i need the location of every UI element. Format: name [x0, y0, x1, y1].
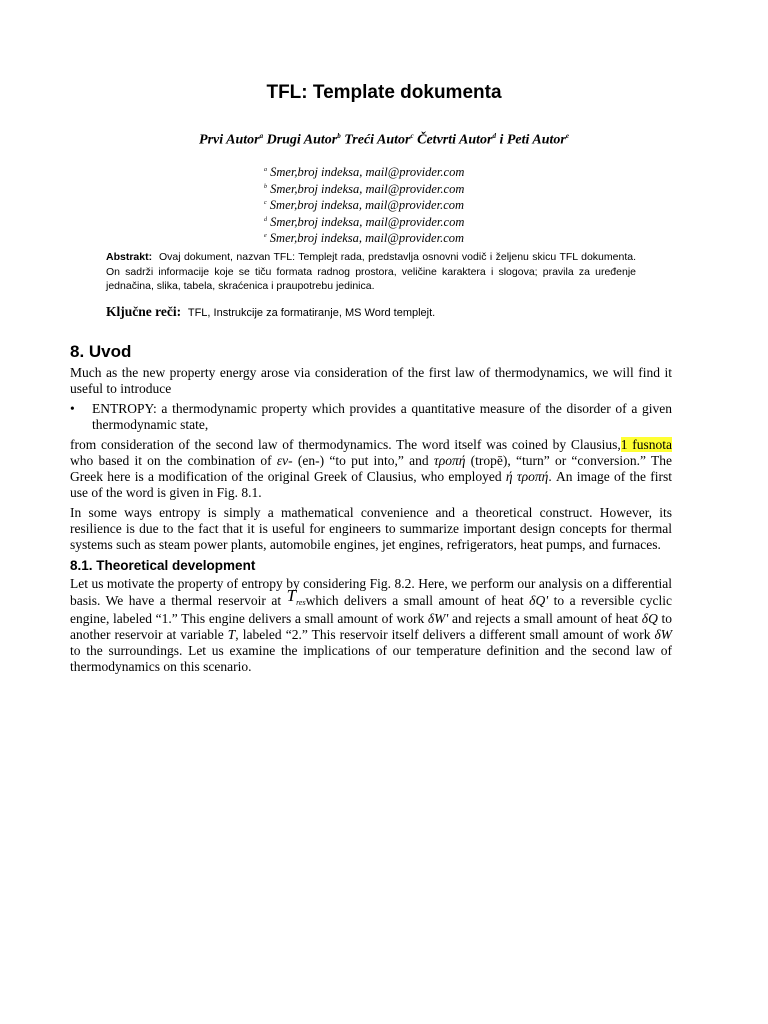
document-title: TFL: Template dokumenta — [266, 82, 502, 103]
author-line — [0, 132, 768, 149]
author-mark: a — [259, 132, 264, 140]
keywords — [106, 304, 666, 320]
affiliation-text: Smer,broj indeksa, mail@provider.com — [270, 181, 465, 196]
math-subscript: res — [296, 598, 306, 607]
affiliation-mark: e — [264, 233, 267, 240]
text-run: and rejects a small amount of heat — [448, 611, 642, 626]
abstract-label: Abstrakt: — [106, 251, 153, 263]
bullet-item — [70, 401, 672, 433]
footnote-marker[interactable]: 1 fusnota — [620, 437, 672, 452]
body-text — [70, 341, 676, 679]
author-mark: b — [337, 132, 341, 140]
greek-word: τροπή — [433, 453, 466, 468]
keywords-text: TFL, Instrukcije za formatiranje, MS Word templejt. — [187, 307, 436, 319]
bullet-text: ENTROPY: a thermodynamic property which provides a quantitative measure of the disorder of a given thermodynamic state, — [92, 401, 672, 432]
text-run: , labeled “2.” This reservoir itself delivers a different small amount of work — [235, 627, 655, 642]
text-run: to a reversible cyclic engine, labeled “1.” This engine delivers a small amount of work — [70, 593, 676, 626]
math-symbol: δQ' — [529, 593, 549, 608]
text-run: Let us motivate the property of entropy by considering Fig. 8.2. Here, we perform our analysis on a differential basis. We have a thermal reservoir at — [70, 576, 676, 608]
paragraph — [70, 437, 676, 501]
abstract — [106, 250, 636, 294]
text-run: (en-) “to put into,” and — [292, 453, 434, 468]
paragraph: In some ways entropy is simply a mathematical convenience and a theoretical construct. However, its resilience is due to the fact that it is useful for engineers to summarize important design concepts for thermal systems such as steam power plants, automobile engines, jet engines, refrigerators, heat pumps, and furnaces. — [70, 505, 676, 552]
affiliation-line — [264, 229, 564, 246]
text-run: (tropē), “turn” or “conversion.” The Greek here is a modification of the original Greek of Clausius, who employed — [70, 453, 676, 484]
affiliation-text: Smer,broj indeksa, mail@provider.com — [269, 231, 465, 246]
author-mark: c — [410, 132, 414, 140]
affiliation-text: Smer,broj indeksa, mail@provider.com — [270, 214, 465, 229]
text-run: from consideration of the second law of thermodynamics. The word itself was coined by Clausius, — [70, 437, 621, 452]
author-name: Peti Autor — [506, 132, 566, 148]
affiliation-mark: c — [264, 200, 267, 207]
text-run: to another reservoir at variable — [70, 611, 676, 642]
paragraph — [70, 576, 676, 675]
author-mark: e — [565, 132, 569, 140]
math-symbol: δW — [654, 627, 673, 642]
text-run: who based it on the combination of — [70, 437, 676, 468]
text-run: to the surroundings. Let us examine the implications of our temperature definition and the second law of thermodynamics on this scenario. — [70, 627, 676, 674]
affiliation-text: Smer,broj indeksa, mail@provider.com — [269, 198, 465, 213]
text-run: . An image of the first use of the word is given in Fig. 8.1. — [70, 469, 676, 500]
bullet-icon: • — [70, 401, 75, 416]
affiliation-line — [264, 196, 564, 213]
math-symbol: T — [286, 586, 297, 605]
section-heading: 8. Uvod — [70, 342, 132, 361]
keywords-label: Ključne reči: — [106, 304, 182, 319]
author-name: Prvi Autor — [199, 132, 260, 148]
math-symbol: δW' — [427, 611, 449, 626]
author-name: Četvrti Autor — [417, 132, 493, 148]
affiliation-list — [264, 163, 564, 246]
subsection-heading: 8.1. Theoretical development — [70, 558, 256, 573]
greek-word: εν- — [276, 453, 293, 468]
affiliation-mark: d — [264, 216, 267, 223]
abstract-text: Ovaj dokument, nazvan TFL: Templejt rada, predstavlja osnovni vodič i željenu skicu TFL dokumenta. On sadrži informacije koje se tiču formata radnog prostora, veličine karaktera i slogova; pravila za uređenje jednačina, slika, tabela, skraćenica i praupotrebu jedinica. — [106, 251, 636, 292]
affiliation-mark: a — [264, 167, 267, 173]
affiliation-text: Smer,broj indeksa, mail@provider.com — [270, 165, 465, 179]
affiliation-line — [264, 180, 564, 197]
author-name: Treći Autor — [344, 132, 411, 148]
author-name: Drugi Autor — [266, 132, 338, 148]
affiliation-line — [264, 213, 564, 230]
math-symbol: T — [227, 627, 236, 642]
paragraph: Much as the new property energy arose via consideration of the first law of thermodynamics, we will find it useful to introduce — [70, 365, 676, 396]
author-mark: d — [492, 132, 496, 140]
math-symbol: δQ — [641, 611, 658, 626]
greek-word: ή τροπή — [505, 469, 549, 484]
text-run: which delivers a small amount of heat — [305, 593, 530, 608]
author-conjunction: i — [499, 132, 504, 148]
affiliation-mark: b — [264, 183, 267, 190]
affiliation-line — [264, 163, 564, 180]
